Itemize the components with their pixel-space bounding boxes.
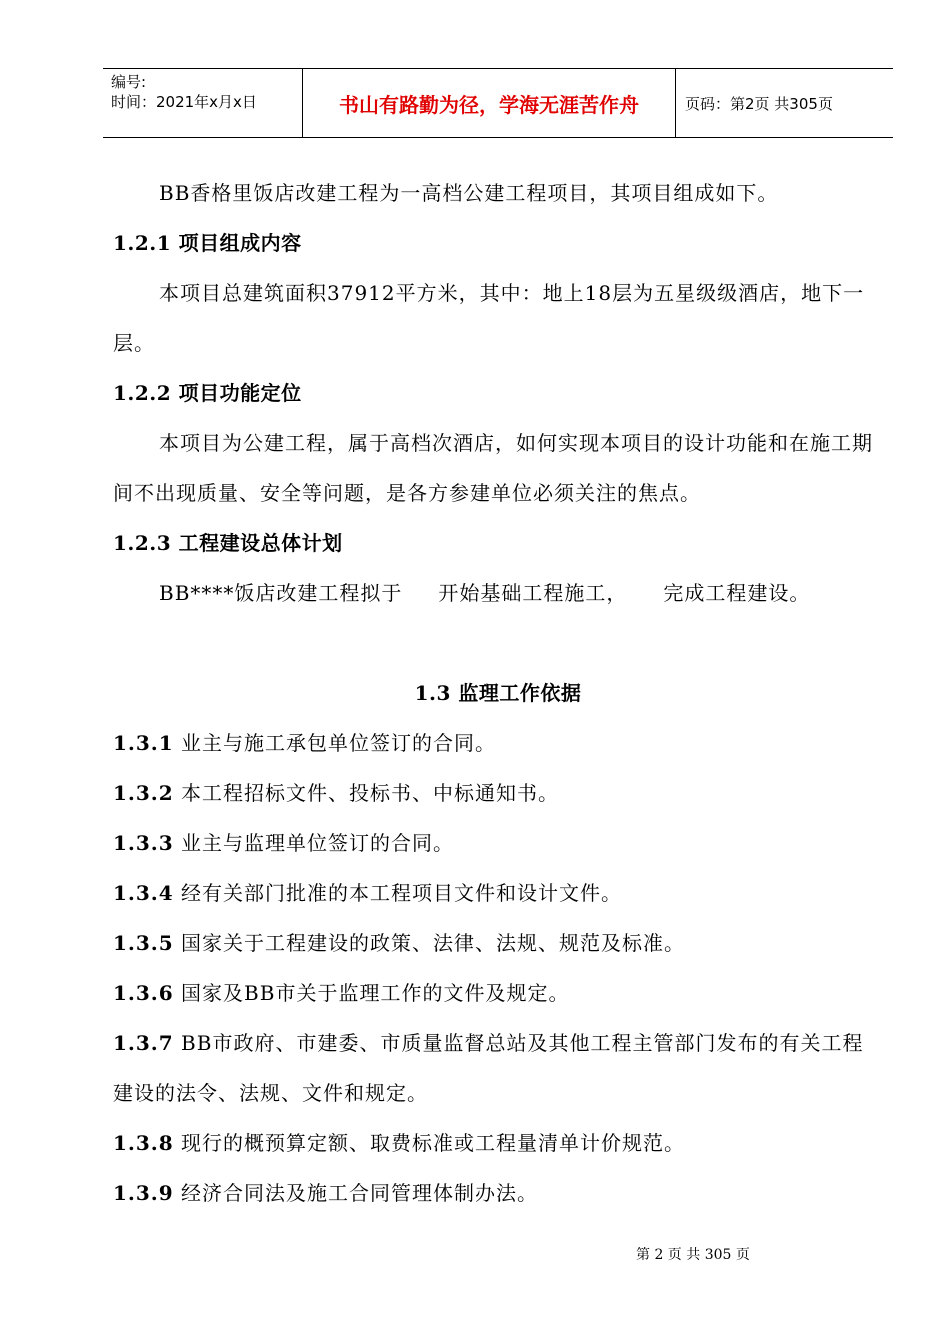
item-text: 经有关部门批准的本工程项目文件和设计文件。 xyxy=(181,881,623,905)
basis-list xyxy=(113,718,883,1218)
item-text: 国家关于工程建设的政策、法律、法规、规范及标准。 xyxy=(181,931,686,955)
item-number: 1.3.8 xyxy=(113,1131,174,1155)
section-1-2-3-heading: 1.2.3 工程建设总体计划 xyxy=(113,531,343,555)
header-page-label: 页码：第2页 共305页 xyxy=(685,94,833,113)
header-motto: 书山有路勤为径，学海无涯苦作舟 xyxy=(303,69,676,137)
header-meta xyxy=(103,69,303,137)
item-text: 业主与监理单位签订的合同。 xyxy=(181,831,455,855)
header-id-label: 编号: xyxy=(111,73,147,91)
section-1-2-1-body: 本项目总建筑面积37912平方米，其中：地上18层为五星级级酒店，地下一层。 xyxy=(113,281,865,355)
list-item xyxy=(113,718,883,768)
item-text: 业主与施工承包单位签订的合同。 xyxy=(181,731,497,755)
list-item xyxy=(113,968,883,1018)
document-body xyxy=(113,168,883,1218)
section-1-2-3-body xyxy=(113,568,883,618)
item-number: 1.3.7 xyxy=(113,1031,174,1055)
list-item xyxy=(113,1118,883,1168)
item-text: BB市政府、市建委、市质量监督总站及其他工程主管部门发布的有关工程建设的法令、法规、文件和规定。 xyxy=(113,1031,864,1105)
section-1-2-2-body: 本项目为公建工程，属于高档次酒店，如何实现本项目的设计功能和在施工期间不出现质量、安全等问题，是各方参建单位必须关注的焦点。 xyxy=(113,431,873,505)
item-text: 国家及BB市关于监理工作的文件及规定。 xyxy=(181,981,570,1005)
item-number: 1.3.6 xyxy=(113,981,174,1005)
item-text: 经济合同法及施工合同管理体制办法。 xyxy=(181,1181,539,1205)
plan-text-b: 开始基础工程施工， xyxy=(438,581,628,605)
plan-text-a: BB****饭店改建工程拟于 xyxy=(159,581,403,605)
item-text: 现行的概预算定额、取费标准或工程量清单计价规范。 xyxy=(181,1131,686,1155)
item-number: 1.3.9 xyxy=(113,1181,174,1205)
list-item xyxy=(113,918,883,968)
item-number: 1.3.5 xyxy=(113,931,174,955)
list-item xyxy=(113,1168,883,1218)
section-1-2-2-heading: 1.2.2 项目功能定位 xyxy=(113,381,302,405)
section-1-2-1-heading: 1.2.1 项目组成内容 xyxy=(113,231,302,255)
header-time-label: 时间：2021年x月x日 xyxy=(111,93,257,111)
list-item xyxy=(113,868,883,918)
item-number: 1.3.1 xyxy=(113,731,174,755)
item-text: 本工程招标文件、投标书、中标通知书。 xyxy=(181,781,560,805)
item-number: 1.3.4 xyxy=(113,881,174,905)
list-item xyxy=(113,1018,883,1118)
item-number: 1.3.2 xyxy=(113,781,174,805)
section-1-3-heading: 1.3 监理工作依据 xyxy=(414,681,582,705)
page-header xyxy=(103,68,893,138)
intro-paragraph: BB香格里饭店改建工程为一高档公建工程项目，其项目组成如下。 xyxy=(159,181,779,205)
plan-text-c: 完成工程建设。 xyxy=(663,581,811,605)
footer-page-number: 第 2 页 共 305 页 xyxy=(636,1247,750,1263)
item-number: 1.3.3 xyxy=(113,831,174,855)
blank-line xyxy=(113,618,883,668)
list-item xyxy=(113,818,883,868)
list-item xyxy=(113,768,883,818)
